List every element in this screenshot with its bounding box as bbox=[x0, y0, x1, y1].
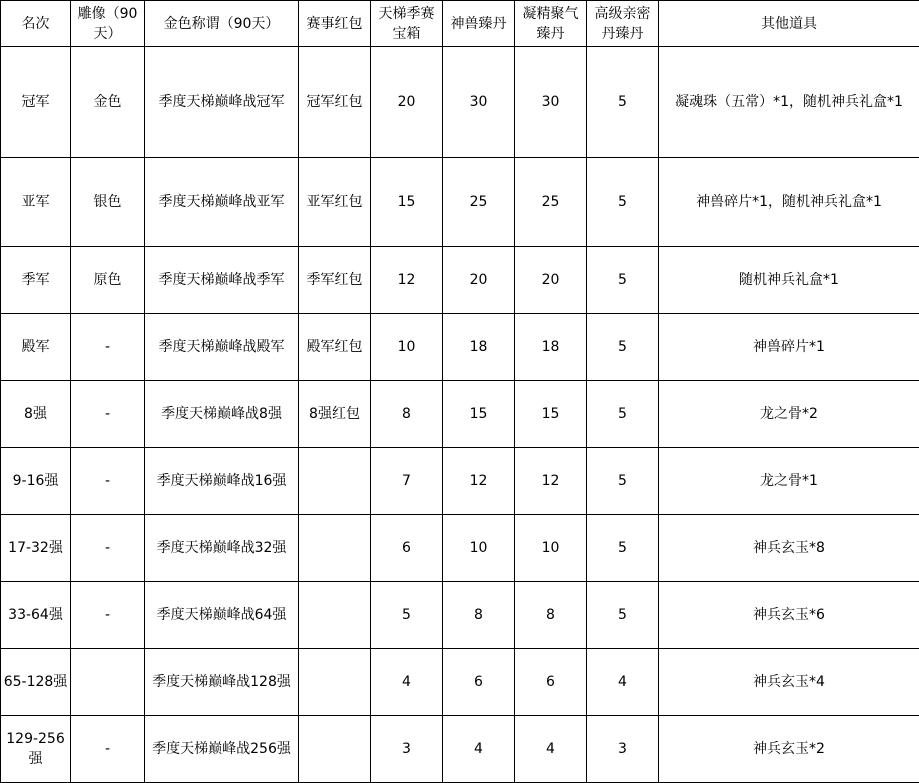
table-row bbox=[1, 448, 919, 515]
gold-title-cell: 季度天梯巅峰战冠军 bbox=[145, 47, 299, 158]
header-other-items: 其他道具 bbox=[659, 1, 919, 47]
gold-title-cell: 季度天梯巅峰战亚军 bbox=[145, 158, 299, 247]
ladder-chest-cell: 10 bbox=[371, 314, 443, 381]
rank-cell: 65-128强 bbox=[1, 649, 71, 716]
beast-pill-cell: 20 bbox=[443, 247, 515, 314]
table-row bbox=[1, 381, 919, 448]
beast-pill-cell: 6 bbox=[443, 649, 515, 716]
beast-pill-cell: 4 bbox=[443, 716, 515, 783]
gold-title-cell: 季度天梯巅峰战8强 bbox=[145, 381, 299, 448]
statue-cell: - bbox=[71, 716, 145, 783]
gold-title-cell: 季度天梯巅峰战殿军 bbox=[145, 314, 299, 381]
beast-pill-cell: 18 bbox=[443, 314, 515, 381]
ladder-chest-cell: 8 bbox=[371, 381, 443, 448]
statue-cell: - bbox=[71, 314, 145, 381]
essence-pill-cell: 30 bbox=[515, 47, 587, 158]
statue-cell: 原色 bbox=[71, 247, 145, 314]
table-row bbox=[1, 716, 919, 783]
header-rank: 名次 bbox=[1, 1, 71, 47]
essence-pill-cell: 12 bbox=[515, 448, 587, 515]
ladder-chest-cell: 4 bbox=[371, 649, 443, 716]
statue-cell: 金色 bbox=[71, 47, 145, 158]
red-packet-cell bbox=[299, 716, 371, 783]
red-packet-cell: 8强红包 bbox=[299, 381, 371, 448]
rank-cell: 殿军 bbox=[1, 314, 71, 381]
header-beast-pill: 神兽臻丹 bbox=[443, 1, 515, 47]
rank-cell: 17-32强 bbox=[1, 515, 71, 582]
ladder-chest-cell: 3 bbox=[371, 716, 443, 783]
rank-cell: 9-16强 bbox=[1, 448, 71, 515]
statue-cell: 银色 bbox=[71, 158, 145, 247]
gold-title-cell: 季度天梯巅峰战64强 bbox=[145, 582, 299, 649]
red-packet-cell bbox=[299, 582, 371, 649]
other-items-cell: 凝魂珠（五常）*1，随机神兵礼盒*1 bbox=[659, 47, 919, 158]
red-packet-cell: 季军红包 bbox=[299, 247, 371, 314]
other-items-cell: 神兵玄玉*4 bbox=[659, 649, 919, 716]
header-essence-pill: 凝精聚气臻丹 bbox=[515, 1, 587, 47]
intimacy-pill-cell: 5 bbox=[587, 381, 659, 448]
rank-cell: 129-256强 bbox=[1, 716, 71, 783]
intimacy-pill-cell: 5 bbox=[587, 158, 659, 247]
intimacy-pill-cell: 5 bbox=[587, 515, 659, 582]
intimacy-pill-cell: 5 bbox=[587, 582, 659, 649]
header-gold-title: 金色称谓（90天） bbox=[145, 1, 299, 47]
table-row bbox=[1, 247, 919, 314]
gold-title-cell: 季度天梯巅峰战32强 bbox=[145, 515, 299, 582]
table-row bbox=[1, 314, 919, 381]
red-packet-cell bbox=[299, 649, 371, 716]
other-items-cell: 神兽碎片*1，随机神兵礼盒*1 bbox=[659, 158, 919, 247]
other-items-cell: 随机神兵礼盒*1 bbox=[659, 247, 919, 314]
rank-cell: 季军 bbox=[1, 247, 71, 314]
beast-pill-cell: 30 bbox=[443, 47, 515, 158]
intimacy-pill-cell: 5 bbox=[587, 448, 659, 515]
red-packet-cell bbox=[299, 515, 371, 582]
rank-cell: 8强 bbox=[1, 381, 71, 448]
statue-cell: - bbox=[71, 582, 145, 649]
table-row bbox=[1, 47, 919, 158]
gold-title-cell: 季度天梯巅峰战16强 bbox=[145, 448, 299, 515]
table-row bbox=[1, 582, 919, 649]
table-row bbox=[1, 158, 919, 247]
ladder-chest-cell: 5 bbox=[371, 582, 443, 649]
beast-pill-cell: 15 bbox=[443, 381, 515, 448]
ladder-chest-cell: 6 bbox=[371, 515, 443, 582]
table-row bbox=[1, 515, 919, 582]
header-ladder-chest: 天梯季赛宝箱 bbox=[371, 1, 443, 47]
red-packet-cell: 冠军红包 bbox=[299, 47, 371, 158]
essence-pill-cell: 6 bbox=[515, 649, 587, 716]
gold-title-cell: 季度天梯巅峰战128强 bbox=[145, 649, 299, 716]
ladder-chest-cell: 12 bbox=[371, 247, 443, 314]
gold-title-cell: 季度天梯巅峰战256强 bbox=[145, 716, 299, 783]
essence-pill-cell: 4 bbox=[515, 716, 587, 783]
ladder-chest-cell: 20 bbox=[371, 47, 443, 158]
beast-pill-cell: 12 bbox=[443, 448, 515, 515]
essence-pill-cell: 8 bbox=[515, 582, 587, 649]
intimacy-pill-cell: 5 bbox=[587, 314, 659, 381]
beast-pill-cell: 10 bbox=[443, 515, 515, 582]
intimacy-pill-cell: 5 bbox=[587, 47, 659, 158]
essence-pill-cell: 10 bbox=[515, 515, 587, 582]
other-items-cell: 神兵玄玉*2 bbox=[659, 716, 919, 783]
essence-pill-cell: 18 bbox=[515, 314, 587, 381]
intimacy-pill-cell: 5 bbox=[587, 247, 659, 314]
statue-cell: - bbox=[71, 515, 145, 582]
gold-title-cell: 季度天梯巅峰战季军 bbox=[145, 247, 299, 314]
rank-cell: 33-64强 bbox=[1, 582, 71, 649]
statue-cell: - bbox=[71, 381, 145, 448]
beast-pill-cell: 25 bbox=[443, 158, 515, 247]
header-red-packet: 赛事红包 bbox=[299, 1, 371, 47]
statue-cell: - bbox=[71, 448, 145, 515]
header-statue: 雕像（90天） bbox=[71, 1, 145, 47]
intimacy-pill-cell: 4 bbox=[587, 649, 659, 716]
other-items-cell: 神兵玄玉*8 bbox=[659, 515, 919, 582]
table-row bbox=[1, 649, 919, 716]
statue-cell bbox=[71, 649, 145, 716]
ladder-chest-cell: 15 bbox=[371, 158, 443, 247]
essence-pill-cell: 20 bbox=[515, 247, 587, 314]
header-intimacy-pill: 高级亲密丹臻丹 bbox=[587, 1, 659, 47]
rank-cell: 冠军 bbox=[1, 47, 71, 158]
other-items-cell: 神兽碎片*1 bbox=[659, 314, 919, 381]
ladder-chest-cell: 7 bbox=[371, 448, 443, 515]
red-packet-cell: 殿军红包 bbox=[299, 314, 371, 381]
other-items-cell: 神兵玄玉*6 bbox=[659, 582, 919, 649]
header-row bbox=[1, 1, 919, 47]
red-packet-cell: 亚军红包 bbox=[299, 158, 371, 247]
other-items-cell: 龙之骨*1 bbox=[659, 448, 919, 515]
intimacy-pill-cell: 3 bbox=[587, 716, 659, 783]
other-items-cell: 龙之骨*2 bbox=[659, 381, 919, 448]
beast-pill-cell: 8 bbox=[443, 582, 515, 649]
rank-cell: 亚军 bbox=[1, 158, 71, 247]
essence-pill-cell: 15 bbox=[515, 381, 587, 448]
red-packet-cell bbox=[299, 448, 371, 515]
essence-pill-cell: 25 bbox=[515, 158, 587, 247]
